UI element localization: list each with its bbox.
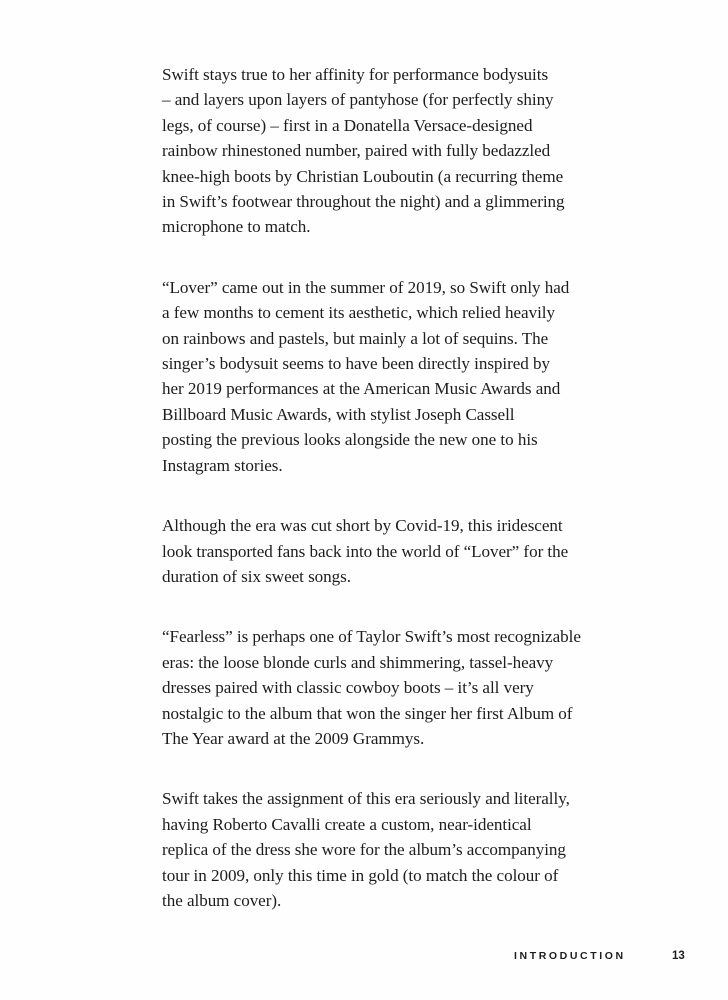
paragraph-3 [162, 513, 632, 589]
text-line: Swift takes the assignment of this era seriously and literally, [162, 789, 570, 809]
paragraph-5 [162, 786, 632, 913]
text-line: Although the era was cut short by Covid-19, this iridescent [162, 516, 563, 536]
text-line: in Swift’s footwear throughout the night) and a glimmering [162, 192, 565, 212]
text-line: microphone to match. [162, 217, 311, 237]
text-line: replica of the dress she wore for the album’s accompanying [162, 840, 566, 860]
text-line: look transported fans back into the world of “Lover” for the [162, 541, 569, 561]
text-line: – and layers upon layers of pantyhose (for perfectly shiny [162, 90, 554, 110]
text-line: “Fearless” is perhaps one of Taylor Swift’s most recognizable [162, 627, 581, 647]
text-line: The Year award at the 2009 Grammys. [162, 728, 425, 748]
text-line: Billboard Music Awards, with stylist Joseph Cassell [162, 404, 515, 424]
running-section-title: INTRODUCTION [514, 950, 626, 962]
text-line: duration of six sweet songs. [162, 566, 351, 586]
paragraph-1 [162, 62, 632, 240]
text-line: a few months to cement its aesthetic, which relied heavily [162, 303, 555, 323]
page-footer [0, 947, 728, 967]
text-line: “Lover” came out in the summer of 2019, so Swift only had [162, 277, 570, 297]
text-line: nostalgic to the album that won the singer her first Album of [162, 703, 573, 723]
text-line: knee-high boots by Christian Louboutin (a recurring theme [162, 166, 564, 186]
text-line: singer’s bodysuit seems to have been directly inspired by [162, 354, 551, 374]
text-line: legs, of course) – first in a Donatella Versace-designed [162, 115, 533, 135]
page-number: 13 [672, 950, 685, 962]
paragraph-4 [162, 624, 632, 751]
text-line: tour in 2009, only this time in gold (to match the colour of [162, 865, 559, 885]
text-line: on rainbows and pastels, but mainly a lot of sequins. The [162, 328, 549, 348]
paragraph-2 [162, 275, 632, 478]
text-line: posting the previous looks alongside the new one to his [162, 430, 538, 450]
body-text [162, 62, 632, 948]
text-line: eras: the loose blonde curls and shimmering, tassel-heavy [162, 652, 554, 672]
text-line: having Roberto Cavalli create a custom, near-identical [162, 814, 532, 834]
text-line: her 2019 performances at the American Music Awards and [162, 379, 561, 399]
text-line: Swift stays true to her affinity for performance bodysuits [162, 65, 549, 84]
text-line: dresses paired with classic cowboy boots – it’s all very [162, 678, 534, 698]
text-line: the album cover). [162, 890, 282, 910]
text-line: Instagram stories. [162, 455, 283, 475]
text-line: rainbow rhinestoned number, paired with fully bedazzled [162, 141, 551, 161]
